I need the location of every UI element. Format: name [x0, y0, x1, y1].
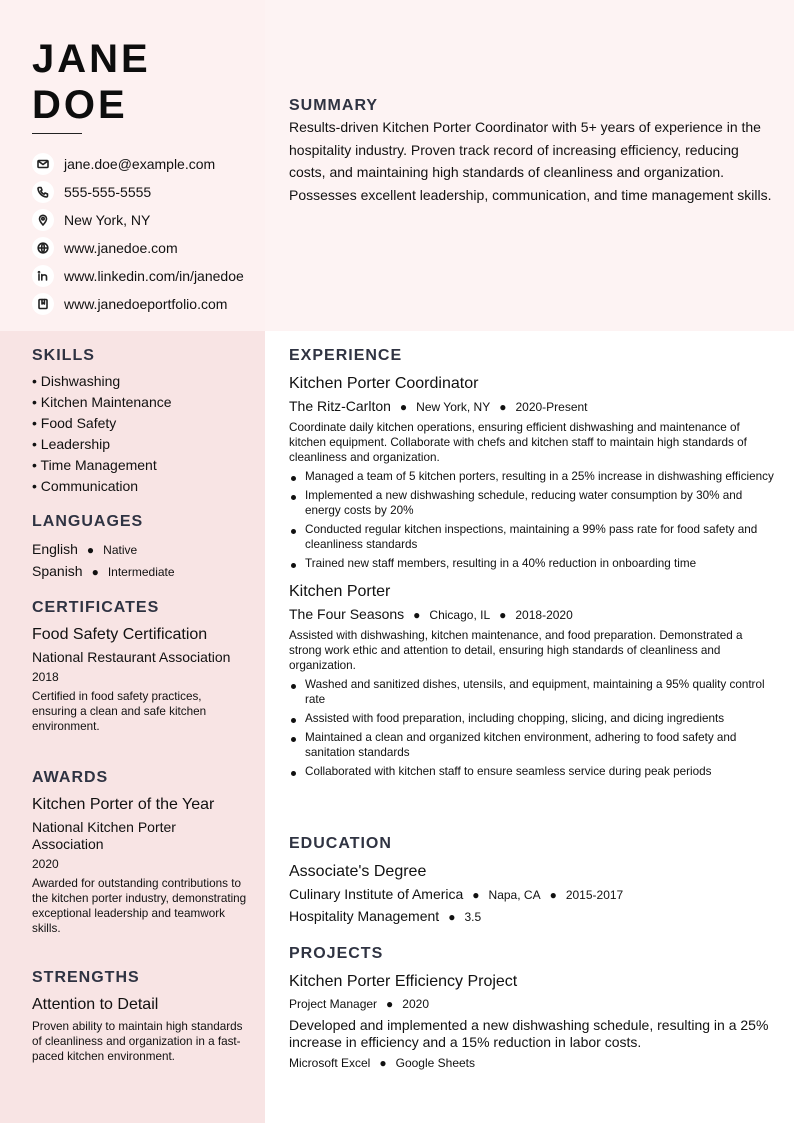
language-name: Spanish: [32, 563, 83, 579]
strength-desc: Proven ability to maintain high standards of cleanliness and organization in a fast-paced kitchen environment.: [32, 1020, 243, 1063]
contact-email-text: jane.doe@example.com: [64, 156, 216, 172]
strengths-section: [32, 969, 247, 1064]
project-tools: Microsoft Excel ● Google Sheets: [289, 1056, 475, 1070]
job-company: The Ritz-Carlton: [289, 398, 391, 414]
certificate-desc: Certified in food safety practices, ensuring a clean and safe kitchen environment.: [32, 690, 207, 733]
phone-icon: [32, 181, 54, 203]
skill-item: • Food Safety: [32, 415, 117, 431]
skills-list: [32, 371, 247, 497]
award-year: 2020: [32, 857, 59, 871]
job-entry: [289, 582, 774, 779]
skill-item: • Dishwashing: [32, 373, 121, 389]
certificates-title: CERTIFICATES: [32, 599, 160, 616]
project-desc: Developed and implemented a new dishwashing schedule, resulting in a 25% increase in efficiency and a 15% reduction in labor costs.: [289, 1017, 769, 1050]
languages-section: [32, 513, 247, 583]
job-desc: Coordinate daily kitchen operations, ensuring efficient dishwashing and maintenance of kitchen equipment. Collaborate with chefs and kitchen staff to maintain high standards of cleanliness and organization.: [289, 421, 747, 464]
job-company: The Four Seasons: [289, 606, 405, 622]
job-bullet: Trained new staff members, resulting in a 40% reduction in onboarding time: [289, 556, 774, 571]
contact-location: [32, 206, 244, 234]
email-icon: [32, 153, 54, 175]
job-location: Chicago, IL: [429, 608, 491, 622]
contact-phone[interactable]: [32, 178, 244, 206]
strengths-title: STRENGTHS: [32, 969, 140, 986]
language-level: Native: [103, 543, 138, 557]
globe-icon: [32, 237, 54, 259]
job-bullet: Assisted with food preparation, including chopping, slicing, and dicing ingredients: [289, 711, 774, 726]
job-bullets: [289, 677, 774, 779]
portfolio-icon: [32, 293, 54, 315]
education-degree: Associate's Degree: [289, 863, 427, 880]
job-bullet: Washed and sanitized dishes, utensils, and equipment, maintaining a 95% quality control rate: [289, 677, 774, 707]
education-school: Culinary Institute of America: [289, 886, 464, 902]
education-field-row: Hospitality Management ● 3.5: [289, 908, 482, 924]
language-name: English: [32, 541, 78, 557]
languages-title: LANGUAGES: [32, 513, 144, 530]
education-location: Napa, CA: [488, 888, 541, 902]
job-desc: Assisted with dishwashing, kitchen maintenance, and food preparation. Demonstrated a strong work ethic and attention to detail, ensuring high standards of cleanliness and organization.: [289, 629, 743, 672]
summary-section: [289, 97, 774, 207]
job-dates: 2020-Present: [515, 400, 588, 414]
job-bullet: Maintained a clean and organized kitchen environment, adhering to food safety and sanitation standards: [289, 730, 774, 760]
project-year: 2020: [402, 997, 429, 1011]
strength-name: Attention to Detail: [32, 996, 159, 1013]
projects-section: [289, 945, 774, 1072]
job-entry: [289, 374, 774, 571]
certificate-org: National Restaurant Association: [32, 649, 231, 665]
contact-linkedin[interactable]: [32, 262, 244, 290]
language-item: English ● Native: [32, 541, 138, 557]
contact-email[interactable]: [32, 150, 244, 178]
job-title: Kitchen Porter Coordinator: [289, 375, 479, 392]
job-meta: The Ritz-Carlton ● New York, NY ● 2020-Present: [289, 398, 588, 414]
skill-item: • Time Management: [32, 457, 157, 473]
candidate-name: [32, 36, 151, 128]
award-org: National Kitchen Porter Association: [32, 819, 176, 852]
contact-portfolio[interactable]: [32, 290, 244, 318]
linkedin-icon: [32, 265, 54, 287]
last-name: DOE: [32, 83, 128, 127]
job-meta: The Four Seasons ● Chicago, IL ● 2018-2020: [289, 606, 573, 622]
awards-section: [32, 769, 247, 936]
contact-location-text: New York, NY: [64, 212, 151, 228]
job-title: Kitchen Porter: [289, 583, 391, 600]
skill-item: • Leadership: [32, 436, 111, 452]
job-bullet: Managed a team of 5 kitchen porters, resulting in a 25% increase in dishwashing efficiency: [289, 469, 774, 484]
award-desc: Awarded for outstanding contributions to the kitchen porter industry, demonstrating exceptional leadership and teamwork skills.: [32, 877, 247, 935]
job-dates: 2018-2020: [515, 608, 573, 622]
experience-section: [289, 347, 774, 783]
skills-title: SKILLS: [32, 347, 95, 364]
project-tool: Microsoft Excel: [289, 1056, 371, 1070]
job-bullets: [289, 469, 774, 571]
contact-list: [32, 150, 244, 318]
awards-title: AWARDS: [32, 769, 109, 786]
summary-title: SUMMARY: [289, 97, 379, 114]
skills-section: [32, 347, 247, 497]
contact-website-text: www.janedoe.com: [64, 240, 178, 256]
education-dates: 2015-2017: [565, 888, 624, 902]
award-name: Kitchen Porter of the Year: [32, 796, 215, 813]
education-gpa: 3.5: [464, 910, 482, 924]
contact-phone-text: 555-555-5555: [64, 184, 152, 200]
project-tool: Google Sheets: [395, 1056, 475, 1070]
project-role: Project Manager: [289, 997, 378, 1011]
experience-title: EXPERIENCE: [289, 347, 403, 364]
skill-item: • Communication: [32, 478, 139, 494]
contact-website[interactable]: [32, 234, 244, 262]
name-divider: [32, 133, 82, 134]
job-bullet: Conducted regular kitchen inspections, maintaining a 99% pass rate for food safety and cleanliness standards: [289, 522, 774, 552]
education-field: Hospitality Management: [289, 908, 440, 924]
education-section: [289, 835, 774, 926]
education-meta: Culinary Institute of America ● Napa, CA ● 2015-2017: [289, 886, 624, 902]
contact-portfolio-text: www.janedoeportfolio.com: [64, 296, 228, 312]
project-meta: Project Manager ● 2020: [289, 997, 429, 1011]
certificate-year: 2018: [32, 670, 59, 684]
language-item: Spanish ● Intermediate: [32, 563, 175, 579]
projects-title: PROJECTS: [289, 945, 384, 962]
certificates-section: [32, 599, 247, 734]
project-name: Kitchen Porter Efficiency Project: [289, 973, 518, 990]
job-bullet: Collaborated with kitchen staff to ensure seamless service during peak periods: [289, 764, 774, 779]
contact-linkedin-text: www.linkedin.com/in/janedoe: [64, 268, 244, 284]
job-bullet: Implemented a new dishwashing schedule, reducing water consumption by 30% and energy costs by 20%: [289, 488, 774, 518]
education-title: EDUCATION: [289, 835, 392, 852]
job-location: New York, NY: [416, 400, 491, 414]
skill-item: • Kitchen Maintenance: [32, 394, 172, 410]
location-icon: [32, 209, 54, 231]
first-name: JANE: [32, 37, 151, 81]
summary-text: Results-driven Kitchen Porter Coordinator with 5+ years of experience in the hospitality industry. Proven track record of increasing efficiency, reducing costs, and maintaining high standards of cleanliness and organization. Possesses excellent leadership, communication, and time management skills.: [289, 119, 772, 204]
language-level: Intermediate: [107, 565, 175, 579]
certificate-name: Food Safety Certification: [32, 626, 208, 643]
